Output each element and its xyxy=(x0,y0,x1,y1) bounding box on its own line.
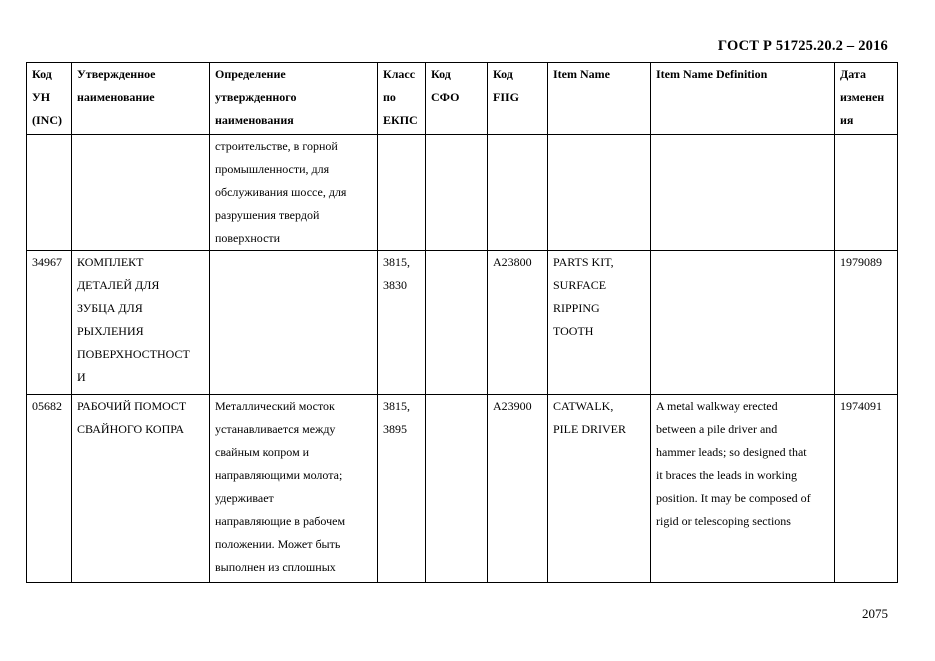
cell-approved-name xyxy=(72,135,210,251)
table-row xyxy=(27,395,898,583)
cell-definition: Металлический мосток устанавливается между свайным копром и направляющими молота; удерживает направляющие в рабочем положении. Может быть выполнен из сплошных xyxy=(210,395,378,583)
header-approved-name: Утвержденное наименование xyxy=(72,63,210,135)
table-header-row xyxy=(27,63,898,135)
table-row xyxy=(27,251,898,395)
cell-fiig: A23800 xyxy=(488,251,548,395)
cell-date: 1974091 xyxy=(835,395,898,583)
header-class: Класс по ЕКПС xyxy=(378,63,426,135)
header-fiig: Код FIIG xyxy=(488,63,548,135)
cell-code: 34967 xyxy=(27,251,72,395)
header-definition: Определение утвержденного наименования xyxy=(210,63,378,135)
item-name-table xyxy=(26,62,898,583)
cell-date: 1979089 xyxy=(835,251,898,395)
header-item-name: Item Name xyxy=(548,63,651,135)
cell-sfo xyxy=(426,135,488,251)
cell-item-definition xyxy=(651,135,835,251)
cell-class xyxy=(378,135,426,251)
cell-sfo xyxy=(426,251,488,395)
cell-approved-name: РАБОЧИЙ ПОМОСТ СВАЙНОГО КОПРА xyxy=(72,395,210,583)
cell-code: 05682 xyxy=(27,395,72,583)
cell-definition: строительстве, в горной промышленности, для обслуживания шоссе, для разрушения твердой поверхности xyxy=(210,135,378,251)
page-number: 2075 xyxy=(862,606,888,621)
cell-item-name: PARTS KIT, SURFACE RIPPING TOOTH xyxy=(548,251,651,395)
header-code: Код УН (INC) xyxy=(27,63,72,135)
cell-definition xyxy=(210,251,378,395)
header-item-definition: Item Name Definition xyxy=(651,63,835,135)
document-standard-number: ГОСТ Р 51725.20.2 – 2016 xyxy=(717,38,888,54)
header-sfo: Код СФО xyxy=(426,63,488,135)
cell-class: 3815, 3895 xyxy=(378,395,426,583)
cell-approved-name: КОМПЛЕКТ ДЕТАЛЕЙ ДЛЯ ЗУБЦА ДЛЯ РЫХЛЕНИЯ ПОВЕРХНОСТНОСТ И xyxy=(72,251,210,395)
table-row xyxy=(27,135,898,251)
cell-code xyxy=(27,135,72,251)
cell-date xyxy=(835,135,898,251)
cell-fiig xyxy=(488,135,548,251)
cell-fiig: A23900 xyxy=(488,395,548,583)
cell-item-definition: A metal walkway erected between a pile driver and hammer leads; so designed that it braces the leads in working position. It may be composed of rigid or telescoping sections xyxy=(651,395,835,583)
cell-class: 3815, 3830 xyxy=(378,251,426,395)
cell-item-definition xyxy=(651,251,835,395)
cell-item-name xyxy=(548,135,651,251)
cell-sfo xyxy=(426,395,488,583)
cell-item-name: CATWALK, PILE DRIVER xyxy=(548,395,651,583)
header-date: Дата изменен ия xyxy=(835,63,898,135)
